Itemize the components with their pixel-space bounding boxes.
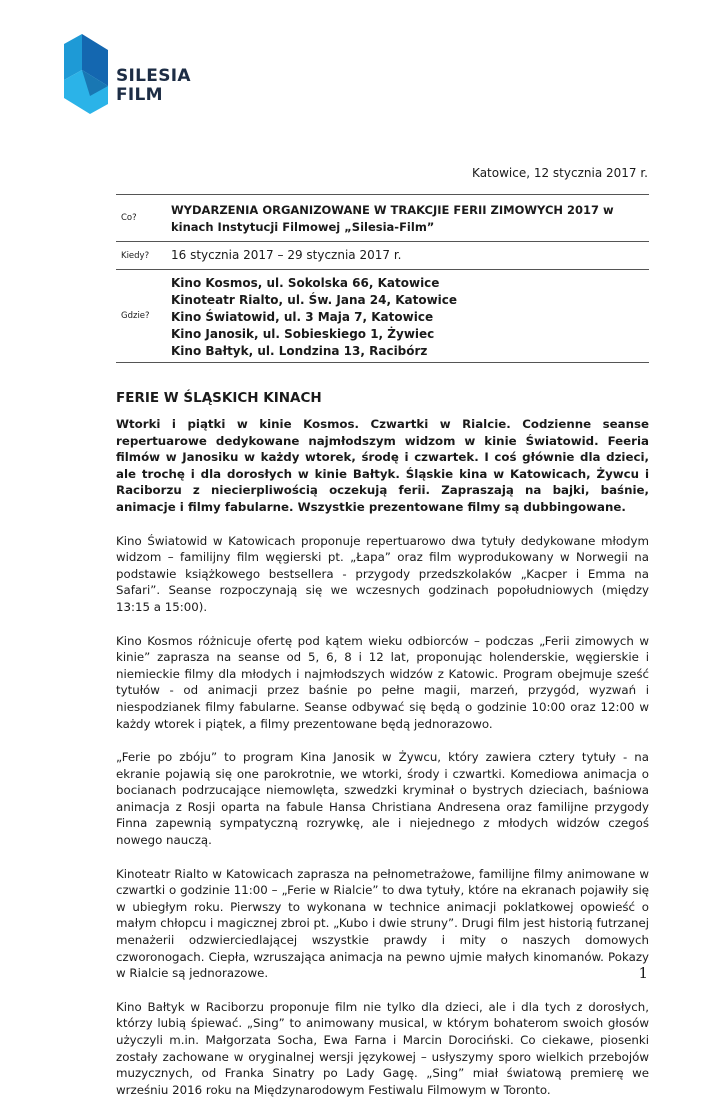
where-label: Gdzie? (121, 311, 150, 321)
logo-line-1: SILESIA (116, 66, 191, 86)
section-heading: FERIE W ŚLĄSKICH KINACH (116, 390, 322, 406)
page-number: 1 (638, 964, 648, 982)
article-body (116, 416, 649, 1115)
when-label: Kiedy? (121, 250, 150, 261)
document-date: Katowice, 12 stycznia 2017 r. (472, 166, 648, 180)
venue-line: Kinoteatr Rialto, ul. Św. Jana 24, Katowice (171, 293, 458, 307)
venue-line: Kino Kosmos, ul. Sokolska 66, Katowice (171, 276, 440, 290)
body-paragraph: Kino Światowid w Katowicach proponuje repertuarowo dwa tytuły dedykowane młodym widzom – familijny film węgierski pt. „Łapa” oraz film wyprodukowany w Norwegii na podstawie książkowego bestsellera - przygody przedszkolaków „Kacper i Emma na Safari”. Seanse rozpoczynają się we wczesnych godzinach popołudniowych (między 13:15 a 15:00). (116, 533, 649, 614)
venue-line: Kino Janosik, ul. Sobieskiego 1, Żywiec (171, 327, 435, 341)
body-paragraph: Kinoteatr Rialto w Katowicach zaprasza na pełnometrażowe, familijne filmy animowane w czwartki o godzinie 11:00 – „Ferie w Rialcie” to dwa tytuły, które na ekranach pojawiły się w ubiegłym roku. Pierwszy to wykonana w technice animacji poklatkowej opowieść o małym chłopcu i magicznej zbroi pt. „Kubo i dwie struny”. Drugi film jest historią futrzanej menażerii odzwierciedlającej wszystkie prawdy i mity o naszych domowych czworonogach. Ciepła, wzruszająca animacja na pewno ujmie małych kinomanów. Pokazy w Rialcie są jednorazowe. (116, 866, 649, 981)
event-info-table (116, 194, 649, 363)
info-row-when (116, 242, 649, 270)
where-value (171, 270, 649, 362)
venue-line: Kino Światowid, ul. 3 Maja 7, Katowice (171, 310, 434, 324)
what-value: WYDARZENIA ORGANIZOWANE W TRAKCJIE FERII ZIMOWYCH 2017 w kinach Instytucji Filmowej „Silesia-Film” (171, 203, 614, 234)
info-row-what (116, 195, 649, 242)
body-paragraph: „Ferie po zbóju” to program Kina Janosik w Żywcu, który zawiera cztery tytuły - na ekranie pojawią się one parokrotnie, we wtorki, środy i czwartki. Komediowa animacja o bocianach podrzucające niemowlęta, szwedzki kryminał o bystrych dzieciach, baśniowa animacja z Rosji oparta na fabule Hansa Christiana Andresena oraz familijne przygody Finna zapewnią sympatyczną rozrywkę, ale i niejednego z młodych widzów czegoś nowego nauczą. (116, 750, 649, 848)
body-paragraph: Kino Bałtyk w Raciborzu proponuje film nie tylko dla dzieci, ale i dla tych z dorosłych, którzy lubią śpiewać. „Sing” to animowany musical, w którym bohaterom swoich głosów użyczyli m.in. Małgorzata Socha, Ewa Farna i Marcin Dorociński. Co ciekawe, piosenki zostały zachowane w oryginalnej wersji językowej – usłyszymy sporo wielkich przebojów muzycznych, od Franka Sinatry po Lady Gagę. „Sing” miał światową premierę we wrześniu 2016 roku na Międzynarodowym Festiwalu Filmowym w Toronto. (116, 999, 649, 1097)
venue-line: Kino Bałtyk, ul. Londzina 13, Racibórz (171, 344, 428, 358)
body-paragraph: Kino Kosmos różnicuje ofertę pod kątem wieku odbiorców – podczas „Ferii zimowych w kinie” zaprasza na seanse od 5, 6, 8 i 12 lat, proponując holenderskie, węgierskie i niemieckie filmy dla młodych i najmłodszych widzów z Katowic. Program obejmuje sześć tytułów - od animacji przez baśnie po pełne magii, marzeń, przygód, wyzwań i niespodzianek filmy fabularne. Seanse odbywać się będą o godzinie 10:00 oraz 12:00 w każdy wtorek i piątek, a filmy prezentowane będą jednorazowo. (116, 633, 649, 731)
logo-line-2: FILM (116, 85, 163, 105)
info-row-where (116, 270, 649, 363)
logo-text (116, 67, 191, 105)
when-value: 16 stycznia 2017 – 29 stycznia 2017 r. (171, 248, 402, 262)
lead-paragraph: Wtorki i piątki w kinie Kosmos. Czwartki w Rialcie. Codzienne seanse repertuarowe dedykowane najmłodszym widzom w kinie Światowid. Feeria filmów w Janosiku w każdy wtorek, środę i czwartek. I coś głównie dla dzieci, ale trochę i dla dorosłych w kinie Bałtyk. Śląskie kina w Katowicach, Żywcu i Raciborzu z niecierpliwością oczekują ferii. Zapraszają na bajki, baśnie, animacje i filmy fabularne. Wszystkie prezentowane filmy są dubbingowane. (116, 417, 649, 514)
what-label: Co? (121, 213, 137, 223)
